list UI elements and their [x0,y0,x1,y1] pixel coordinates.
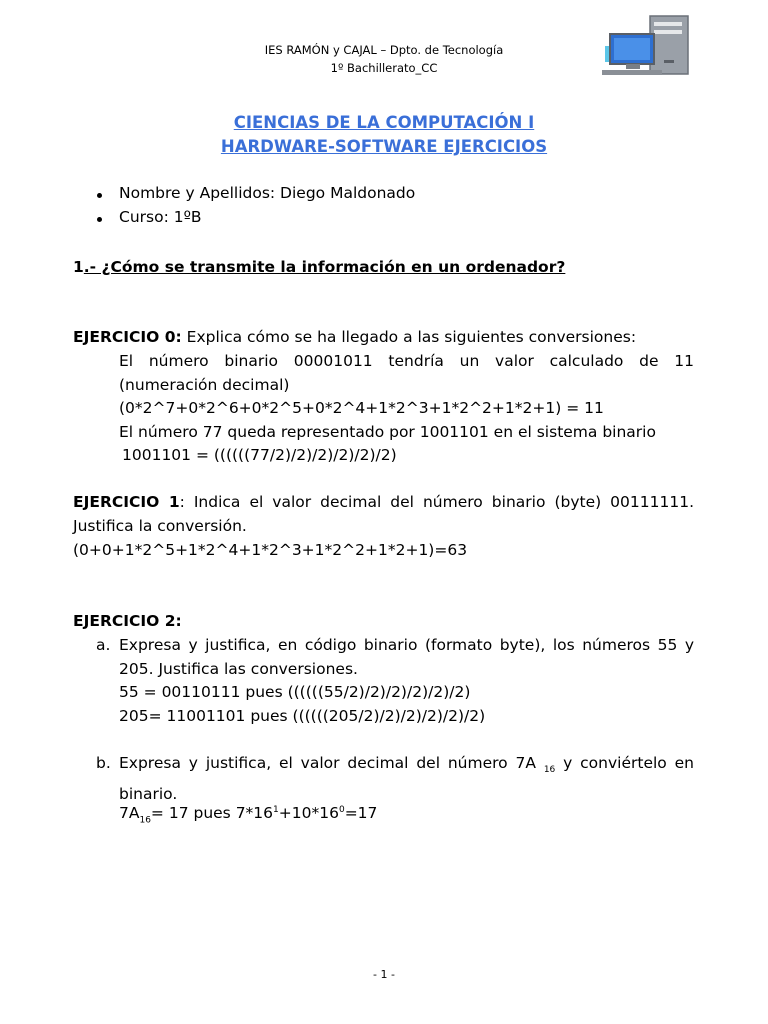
ejercicio-2a-marker: a. [96,636,111,654]
answer-sup-2: 0 [338,805,345,815]
header-course: 1º Bachillerato_CC [330,61,438,75]
ejercicio-1-statement: : Indica el valor decimal del número binario (byte) 00111111. Justifica la conversión. [73,493,694,535]
title-line-1: CIENCIAS DE LA COMPUTACIÓN I [233,113,535,132]
ejercicio-0-heading [73,326,698,350]
ejercicio-2b-text [119,752,694,806]
question-1-number: 1 [73,258,84,276]
ejercicio-0-label: EJERCICIO 0: [73,328,182,346]
ejercicio-1-label: EJERCICIO 1 [73,493,180,511]
ejercicio-0-formula1: (0*2^7+0*2^6+0*2^5+0*2^4+1*2^3+1*2^2+1*2+1) = 11 [119,399,604,417]
ejercicio-2b-answer [119,799,377,833]
answer-sup-1: 1 [273,805,279,815]
ejercicio-2b-text-start: Expresa y justifica, el valor decimal del número 7A [119,754,536,772]
ejercicio-0-intro: Explica cómo se ha llegado a las siguientes conversiones: [181,328,637,346]
bullet-icon [97,193,102,198]
ejercicio-2-label: EJERCICIO 2: [73,612,182,630]
bullet-icon [97,217,102,222]
question-1-text: .- ¿Cómo se transmite la información en un ordenador? [83,258,566,276]
student-name: Nombre y Apellidos: Diego Maldonado [119,184,416,202]
computer-icon [598,14,694,78]
ejercicio-0-line2: El número 77 queda representado por 1001101 en el sistema binario [119,423,656,441]
ejercicio-2a-answer-1: 55 = 00110111 pues ((((((55/2)/2)/2)/2)/2)/2) [119,683,471,701]
answer-part-d: =17 [344,804,378,823]
answer-part-a: 7A [119,804,140,823]
ejercicio-1-text [73,491,694,538]
page-number: - 1 - [373,968,395,981]
header-school: IES RAMÓN y CAJAL – Dpto. de Tecnología [264,43,504,57]
answer-sub: 16 [139,815,151,826]
title-line-2: HARDWARE-SOFTWARE EJERCICIOS [220,137,548,156]
question-1 [73,256,565,280]
ejercicio-2b-text-end: y conviértelo en binario. [119,754,694,803]
ejercicio-0-formula2: 1001101 = ((((((77/2)/2)/2)/2)/2)/2) [122,446,397,464]
student-course-item [119,208,202,226]
ejercicio-2a-text: Expresa y justifica, en código binario (formato byte), los números 55 y 205. Justifica las conversiones. [119,636,694,678]
student-name-item [119,184,415,202]
ejercicio-2a-answer-2: 205= 11001101 pues ((((((205/2)/2)/2)/2)/2)/2) [119,707,486,725]
ejercicio-2b-marker: b. [96,754,111,772]
ejercicio-0-para1: El número binario 00001011 tendría un valor calculado de 11 (numeración decimal) [119,352,694,394]
ejercicio-1-formula: (0+0+1*2^5+1*2^4+1*2^3+1*2^2+1*2+1)=63 [73,541,468,559]
answer-part-b: = 17 pues 7*16 [150,804,274,823]
student-course: Curso: 1ºB [119,208,202,226]
answer-part-c: +10*16 [278,804,339,823]
ejercicio-2b-base: 16 [543,765,556,776]
